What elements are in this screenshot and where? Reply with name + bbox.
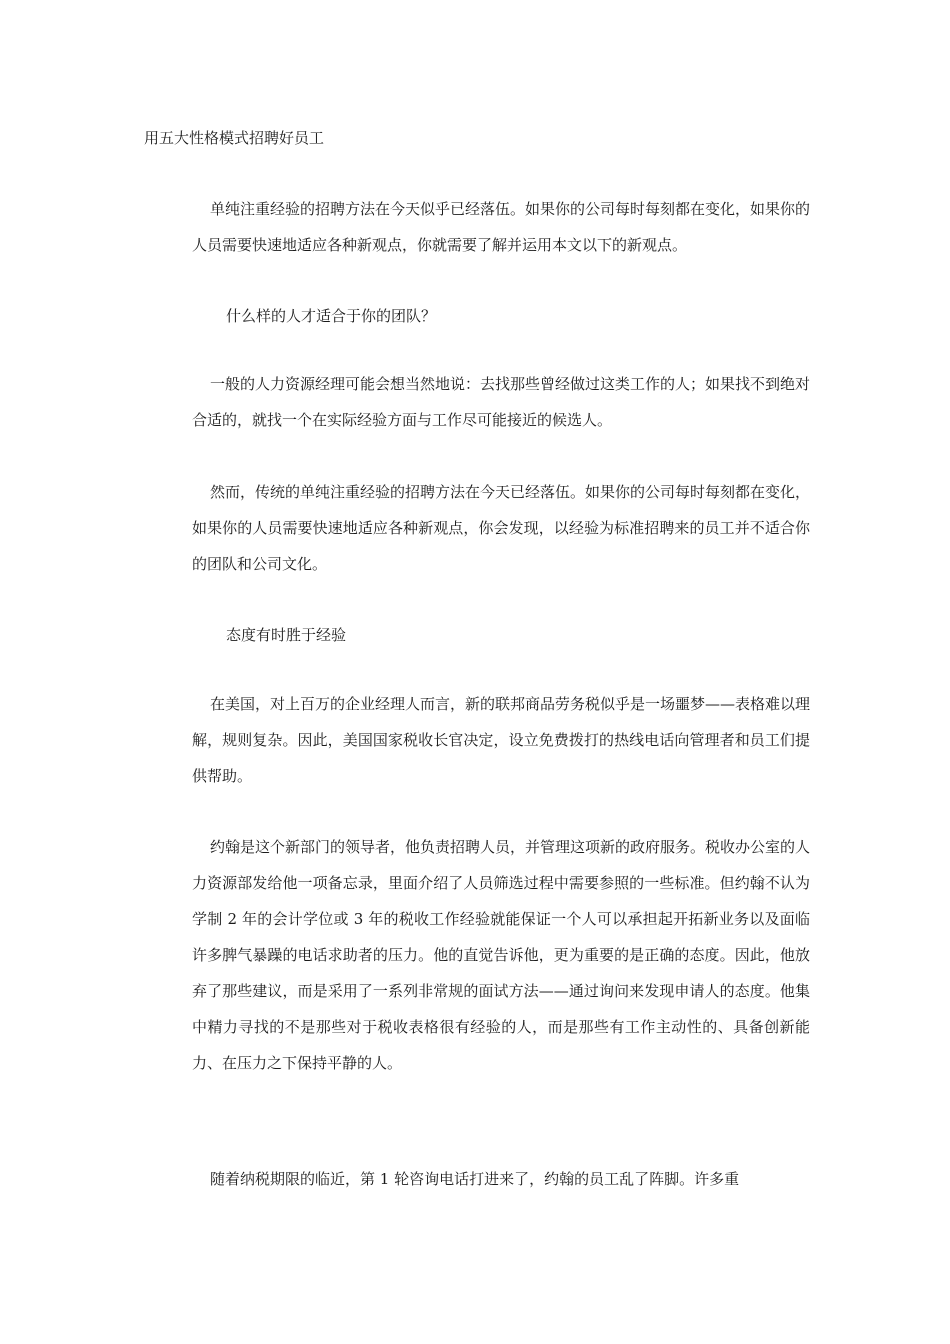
paragraph-intro: 单纯注重经验的招聘方法在今天似乎已经落伍。如果你的公司每时每刻都在变化，如果你的人员需要快速地适应各种新观点，你就需要了解并运用本文以下的新观点。 bbox=[192, 200, 811, 254]
section-heading-team-fit: 什么样的人才适合于你的团队？ bbox=[226, 307, 437, 325]
paragraph-traditional-method: 然而，传统的单纯注重经验的招聘方法在今天已经落伍。如果你的公司每时每刻都在变化，如果你的人员需要快速地适应各种新观点，你会发现，以经验为标准招聘来的员工并不适合你的团队和公司文化。 bbox=[192, 483, 811, 573]
paragraph-deadline: 随着纳税期限的临近，第 1 轮咨询电话打进来了，约翰的员工乱了阵脚。许多重 bbox=[210, 1170, 740, 1188]
document-title: 用五大性格模式招聘好员工 bbox=[144, 129, 325, 147]
section-heading-attitude: 态度有时胜于经验 bbox=[226, 626, 347, 644]
paragraph-us-tax: 在美国，对上百万的企业经理人而言，新的联邦商品劳务税似乎是一场噩梦——表格难以理解，规则复杂。因此，美国国家税收长官决定，设立免费拨打的热线电话向管理者和员工们提供帮助。 bbox=[192, 695, 811, 785]
paragraph-john: 约翰是这个新部门的领导者，他负责招聘人员，并管理这项新的政府服务。税收办公室的人力资源部发给他一项备忘录，里面介绍了人员筛选过程中需要参照的一些标准。但约翰不认为学制 2 年的会计学位或 3 年的税收工作经验就能保证一个人可以承担起开拓新业务以及面临许多脾气暴躁的电话求助者的压力。他的直觉告诉他，更为重要的是正确的态度。因此，他放弃了那些建议，而是采用了一系列非常规的面试方法——通过询问来发现申请人的态度。他集中精力寻找的不是那些对于税收表格很有经验的人，而是那些有工作主动性的、具备创新能力、在压力之下保持平静的人。 bbox=[192, 838, 811, 1072]
paragraph-hr-manager: 一般的人力资源经理可能会想当然地说：去找那些曾经做过这类工作的人；如果找不到绝对合适的，就找一个在实际经验方面与工作尽可能接近的候选人。 bbox=[192, 375, 811, 429]
